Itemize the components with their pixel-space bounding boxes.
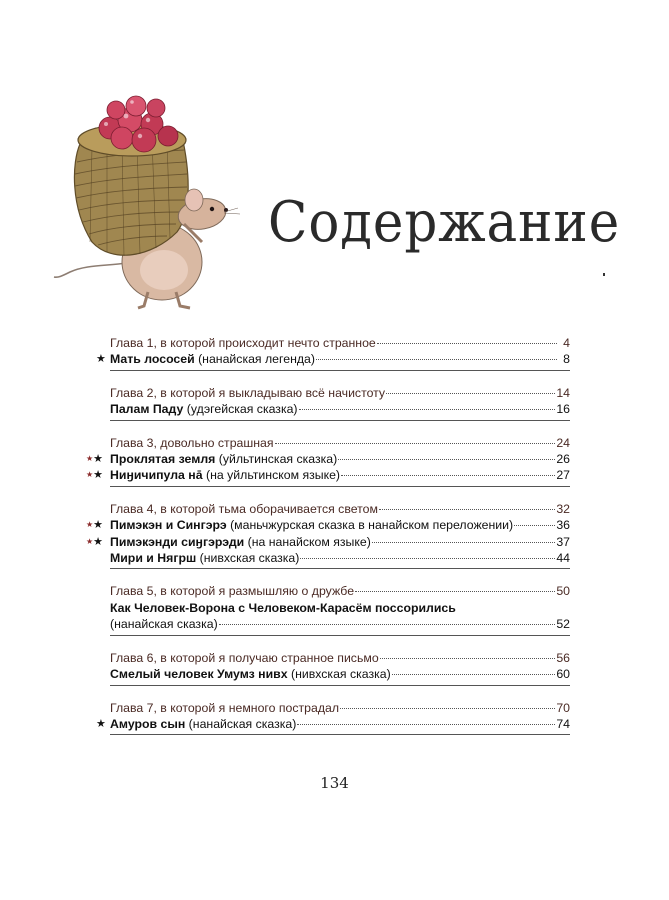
toc-story-entry[interactable]: [96, 716, 570, 732]
toc-entry-title: [110, 467, 340, 483]
toc-entry-title: Глава 2, в которой я выкладываю всё начистоту: [110, 385, 386, 400]
leader-dots: [514, 524, 555, 526]
toc-page-number: 24: [556, 435, 570, 450]
decorative-tick: [603, 273, 605, 276]
story-title: Мать лососей: [110, 352, 195, 367]
toc-entry-title: [110, 517, 513, 533]
toc-entry-title: Глава 4, в которой тьма оборачивается светом: [110, 501, 378, 516]
toc-entry-title: Глава 3, довольно страшная: [110, 435, 274, 450]
leader-dots: [297, 723, 555, 725]
toc-page-number: 36: [556, 518, 570, 533]
star-icon: ★★: [86, 519, 104, 532]
toc-page-number: 16: [556, 402, 570, 417]
leader-dots: [392, 673, 556, 675]
toc-chapter-entry[interactable]: [110, 435, 570, 451]
toc-page-number: 60: [556, 667, 570, 682]
leader-dots: [219, 623, 556, 625]
toc-page-number: 32: [556, 501, 570, 516]
toc-page-number: 70: [556, 700, 570, 715]
star-icon: ★★: [86, 469, 104, 482]
star-icon: ★: [96, 353, 106, 366]
toc-page-number: 8: [563, 352, 570, 367]
toc-story-entry[interactable]: [86, 451, 570, 467]
toc-story-entry[interactable]: [96, 351, 570, 367]
toc-page-number: 37: [556, 534, 570, 549]
leader-dots: [372, 541, 555, 543]
story-title: Смелый человек Умумз нивх: [110, 667, 288, 682]
page-title: Содержание: [268, 190, 621, 255]
toc-chapter-entry[interactable]: [110, 650, 570, 666]
leader-dots: [300, 557, 555, 559]
toc-entry-title: [110, 716, 296, 732]
story-subtitle: (нанайская легенда): [194, 352, 315, 367]
toc-chapter-entry[interactable]: [110, 583, 570, 599]
leader-dots: [275, 442, 556, 444]
toc-page-number: 14: [556, 385, 570, 400]
leader-dots: [379, 508, 555, 510]
toc-entry-title: [110, 401, 298, 417]
story-subtitle: (нивхская сказка): [196, 551, 300, 566]
toc-entry-title: [110, 600, 456, 616]
toc-story-entry[interactable]: [110, 550, 570, 566]
toc-page-number: 74: [556, 716, 570, 731]
toc-story-entry[interactable]: [86, 517, 570, 533]
toc-section-2: [110, 385, 570, 421]
toc-entry-title: [110, 616, 218, 632]
leader-dots: [338, 458, 555, 460]
toc-entry-title: [110, 550, 299, 566]
story-title: Амуров сын: [110, 716, 186, 731]
toc-chapter-entry[interactable]: [110, 501, 570, 517]
toc-story-entry[interactable]: [110, 600, 570, 616]
toc-page-number: 26: [556, 452, 570, 467]
story-title: Пимэкэнди сиӈгэрэди: [110, 534, 245, 549]
toc-story-entry[interactable]: [110, 666, 570, 682]
story-subtitle: (удэгейская сказка): [183, 402, 298, 417]
toc-section-7: [96, 700, 570, 736]
toc-entry-title: [110, 451, 337, 467]
toc-section-4: [86, 501, 570, 570]
leader-dots: [377, 342, 557, 344]
toc-entry-title: Глава 1, в которой происходит нечто странное: [110, 336, 376, 350]
story-title: Мири и Нягрш: [110, 551, 197, 566]
toc-entry-title: Глава 5, в которой я размышляю о дружбе: [110, 584, 355, 599]
toc-page-number: 4: [563, 336, 570, 350]
toc-entry-title: [110, 534, 371, 550]
story-subtitle: (нанайская сказка): [110, 617, 218, 632]
toc-entry-title: [110, 666, 391, 682]
story-title: Палам Паду: [110, 402, 184, 417]
story-subtitle: (маньчжурская сказка в нанайском переложении): [226, 518, 514, 533]
toc-section-6: [110, 650, 570, 686]
toc-entry-title: Глава 7, в которой я немного пострадал: [110, 700, 340, 715]
toc-entry-title: Глава 6, в которой я получаю странное письмо: [110, 650, 379, 665]
story-title: Как Человек-Ворона с Человеком-Карасём поссорились: [110, 600, 456, 615]
page-number: 134: [320, 774, 349, 792]
table-of-contents: [86, 335, 570, 749]
toc-story-entry[interactable]: [110, 401, 570, 417]
leader-dots: [386, 392, 555, 394]
leader-dots: [341, 474, 555, 476]
story-title: Пимэкэн и Сингэрэ: [110, 518, 227, 533]
star-icon: ★★: [86, 535, 104, 548]
toc-section-1: [96, 335, 570, 371]
leader-dots: [355, 590, 555, 592]
toc-story-entry[interactable]: [86, 467, 570, 483]
toc-page-number: 27: [556, 468, 570, 483]
story-subtitle: (уйльтинская сказка): [215, 452, 338, 467]
story-title: Ниӈичипула нā: [110, 468, 203, 483]
toc-entry-title: [110, 351, 315, 367]
toc-story-entry[interactable]: [86, 534, 570, 550]
mouse-basket-illustration: [52, 92, 242, 317]
toc-section-3: [86, 435, 570, 487]
star-icon: ★: [96, 717, 106, 730]
leader-dots: [380, 657, 556, 659]
story-subtitle: (нанайская сказка): [185, 716, 297, 731]
toc-section-5: [110, 583, 570, 635]
leader-dots: [340, 707, 555, 709]
story-subtitle: (на нанайском языке): [244, 534, 371, 549]
toc-chapter-entry[interactable]: [110, 700, 570, 716]
star-icon: ★★: [86, 453, 104, 466]
toc-page-number: 44: [556, 551, 570, 566]
toc-story-entry[interactable]: [110, 616, 570, 632]
leader-dots: [299, 408, 556, 410]
leader-dots: [316, 358, 557, 360]
story-subtitle: (нивхская сказка): [287, 667, 391, 682]
toc-page-number: 56: [556, 650, 570, 665]
story-title: Проклятая земля: [110, 452, 216, 467]
toc-chapter-entry[interactable]: [110, 335, 570, 351]
toc-page-number: 50: [556, 584, 570, 599]
toc-chapter-entry[interactable]: [110, 385, 570, 401]
story-subtitle: (на уйльтинском языке): [202, 468, 341, 483]
toc-page-number: 52: [556, 617, 570, 632]
